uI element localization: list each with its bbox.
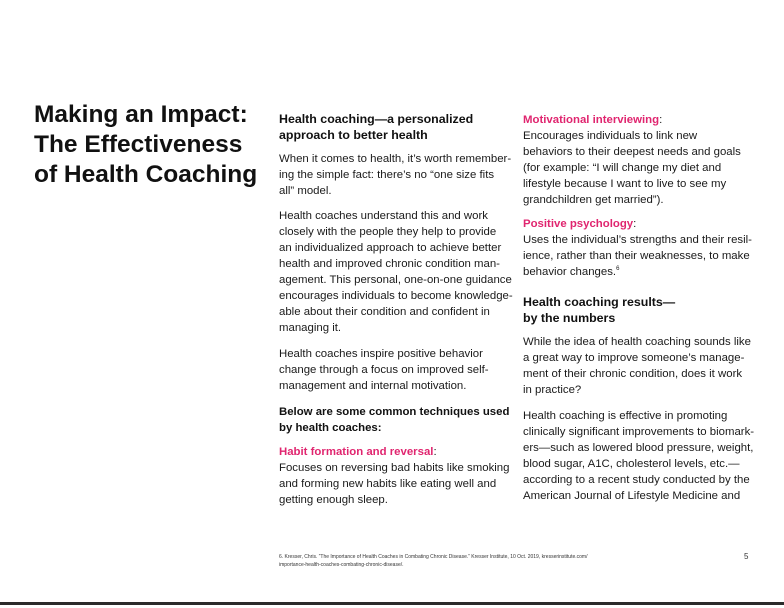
technique-habit-formation: Habit formation and reversal: Focuses on reversing bad habits like smoking and forming new habits like eating well and getting enough sleep. [279, 446, 510, 506]
techniques-intro: Below are some common techniques used by health coaches: [279, 406, 510, 434]
section-heading-personalized-approach: Health coaching—a personalized approach to better health [279, 112, 474, 142]
technique-label-motivational: Motivational interviewing: [523, 114, 663, 126]
footnote-reference: 6 [616, 266, 620, 273]
footnote-line: importance-health-coaches-combating-chronic-disease/. [279, 562, 404, 568]
title-line: of Health Coaching [34, 161, 258, 188]
footnote-line: 6. Kresser, Chris. “The Importance of Health Coaches in Combating Chronic Disease.” Kresser Institute, 10 Oct. 2019, kresserinstitute.com/ [279, 554, 588, 560]
title-line: The Effectiveness [34, 131, 243, 158]
page-title [34, 100, 270, 190]
technique-label-positive: Positive psychology: [523, 218, 637, 230]
section-heading-results: Health coaching results— by the numbers [523, 295, 676, 325]
right-column [523, 112, 761, 504]
technique-positive-psychology: Positive psychology: Uses the individual’s strengths and their resil- ience, rather than their weaknesses, to make behavior changes.$^6$ [523, 216, 761, 280]
technique-label-habit: Habit formation and reversal: [279, 446, 437, 458]
bottom-divider [0, 602, 784, 605]
paragraph-biomarkers: Health coaching is effective in promoting clinically significant improvements to biomark- ers—such as lowered blood pressure, weight, blood sugar, A1C, cholesterol levels, etc.— according to a recent study conducted by the American Journal of Lifestyle Medicine and [523, 410, 755, 502]
paragraph-one-size: When it comes to health, it’s worth remember- ing the simple fact: there’s no “one size fits all” model. [279, 153, 512, 197]
paragraph-inspire-behavior: Health coaches inspire positive behavior change through a focus on improved self- management and internal motivation. [279, 348, 489, 392]
left-column [279, 111, 513, 508]
page-number: 5 [744, 552, 749, 561]
technique-motivational-interviewing: Motivational interviewing: Encourages individuals to link new behaviors to their deepest needs and goals (for example: “I will change my diet and lifestyle because I want to live to see my grandchildren get married”). [523, 112, 761, 208]
paragraph-does-it-work: While the idea of health coaching sounds like a great way to improve someone’s manage- ment of their chronic condition, does it work in practice? [523, 336, 751, 396]
title-line: Making an Impact: [34, 101, 248, 128]
footnote [279, 553, 659, 569]
paragraph-coaches-understand: Health coaches understand this and work closely with the people they help to provide an individualized approach to achieve better health and improved chronic condition man- agement. This personal, one-on-one guidance encourages individuals to become knowledge- able about their condition and confident in managing it. [279, 210, 513, 334]
